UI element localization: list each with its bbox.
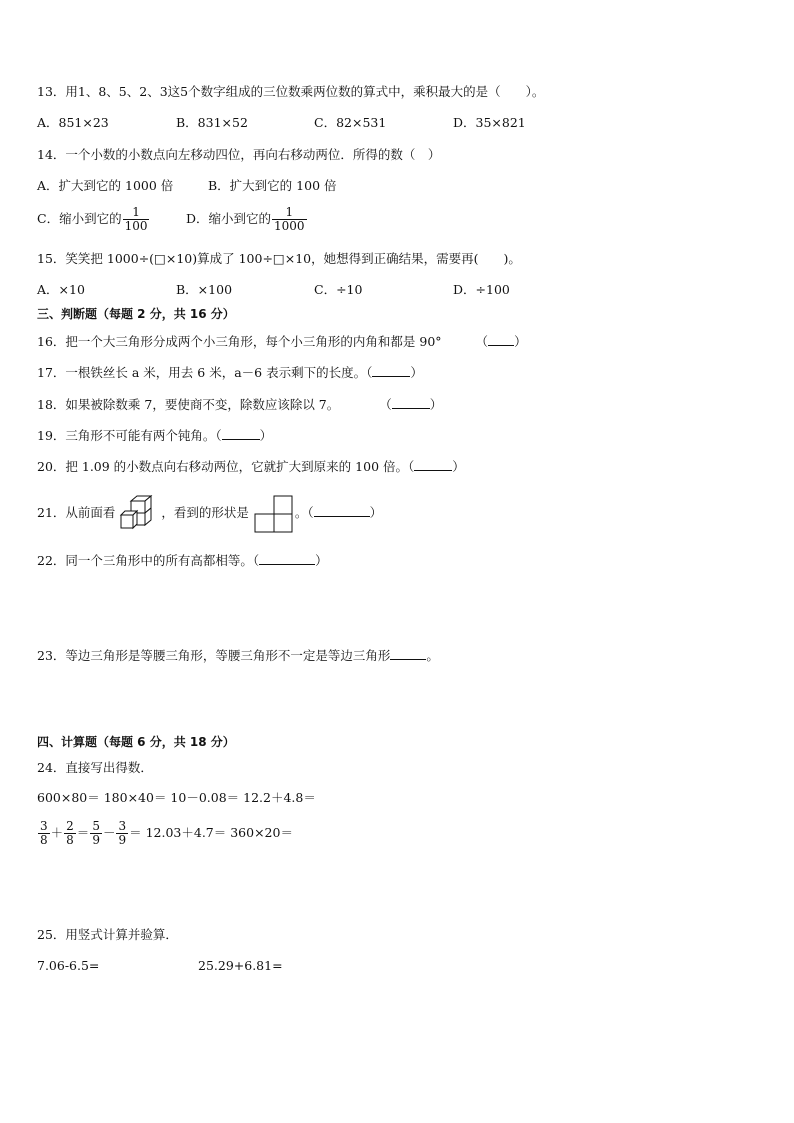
fraction: $\frac{1}{1000}$ [274, 205, 305, 233]
question-16: 16．把一个大三角形分成两个小三角形，每个小三角形的内角和都是 90° （ ） [37, 334, 527, 349]
answer-blank[interactable] [390, 647, 426, 660]
q14-option-c-label: C．缩小到它的 [37, 211, 122, 226]
section-3-heading: 三、判断题（每题 2 分，共 16 分） [37, 307, 235, 321]
question-14-stem: 14．一个小数的小数点向左移动四位，再向右移动两位．所得的数（ ） [37, 147, 441, 162]
answer-blank[interactable] [222, 427, 260, 440]
question-23: 23．等边三角形是等腰三角形，等腰三角形不一定是等边三角形 。 [37, 648, 439, 663]
question-22: 22．同一个三角形中的所有高都相等。（ ） [37, 553, 328, 568]
q14-option-d-label: D．缩小到它的 [186, 211, 272, 226]
q15-option-b: B．×100 [176, 282, 233, 297]
answer-blank[interactable] [392, 396, 430, 409]
section-4-heading: 四、计算题（每题 6 分，共 18 分） [37, 735, 235, 749]
question-21: 21．从前面看 ，看到的形状是 。（ ） [37, 493, 382, 534]
answer-blank[interactable] [259, 552, 315, 565]
q13-option-a: A．851×23 [37, 115, 109, 130]
q15-option-d: D．÷100 [453, 282, 510, 297]
cube-stack-icon [119, 494, 157, 534]
question-25-stem: 25．用竖式计算并验算． [37, 927, 178, 942]
fraction: $\frac{5}{9}$ [92, 819, 100, 847]
question-18: 18．如果被除数乘 7，要使商不变，除数应该除以 7。 （ ） [37, 397, 443, 412]
question-17: 17．一根铁丝长 a 米，用去 6 米，a－6 表示剩下的长度。（ ） [37, 365, 423, 380]
q14-option-a: A．扩大到它的 1000 倍 [37, 178, 174, 193]
q14-option-c [37, 204, 150, 234]
q14-option-b: B．扩大到它的 100 倍 [208, 178, 337, 193]
question-19: 19．三角形不可能有两个钝角。（ ） [37, 428, 273, 443]
q25-item-2: 25.29+6.81= [198, 958, 283, 973]
q15-option-a: A．×10 [37, 282, 85, 297]
fraction: $\frac{2}{8}$ [66, 819, 74, 847]
front-view-shape-icon [253, 494, 295, 534]
q24-row-2: $\frac{3}{8}$ ＋ $\frac{2}{8}$ ＝ $\frac{5}{9}$ － $\frac{3}{9}$ ＝ 12.03＋4.7＝ 360×20＝ [40, 819, 293, 847]
question-13-stem: 13．用1、8、5、2、3这5个数字组成的三位数乘两位数的算式中，乘积最大的是（ ）。 [37, 84, 545, 99]
q14-option-d [186, 204, 308, 234]
answer-blank[interactable] [372, 364, 410, 377]
question-15-stem: 15．笑笑把 1000÷(□×10)算成了 100÷□×10，她想得到正确结果，需要再( )。 [37, 251, 521, 266]
q15-option-c: C．÷10 [314, 282, 363, 297]
answer-blank[interactable] [414, 458, 452, 471]
question-20: 20．把 1.09 的小数点向右移动两位，它就扩大到原来的 100 倍。（ ） [37, 459, 465, 474]
q13-option-b: B．831×52 [176, 115, 248, 130]
fraction: $\frac{3}{8}$ [40, 819, 48, 847]
q24-row-1: 600×80＝ 180×40＝ 10－0.08＝ 12.2＋4.8＝ [37, 790, 316, 805]
q13-option-c: C．82×531 [314, 115, 387, 130]
q13-option-d: D．35×821 [453, 115, 526, 130]
question-24-stem: 24．直接写出得数． [37, 760, 153, 775]
fraction: $\frac{1}{100}$ [124, 205, 148, 233]
fraction: $\frac{3}{9}$ [118, 819, 127, 847]
answer-blank[interactable] [488, 333, 514, 346]
q25-item-1: 7.06-6.5= [37, 958, 100, 973]
answer-blank[interactable] [314, 504, 370, 517]
